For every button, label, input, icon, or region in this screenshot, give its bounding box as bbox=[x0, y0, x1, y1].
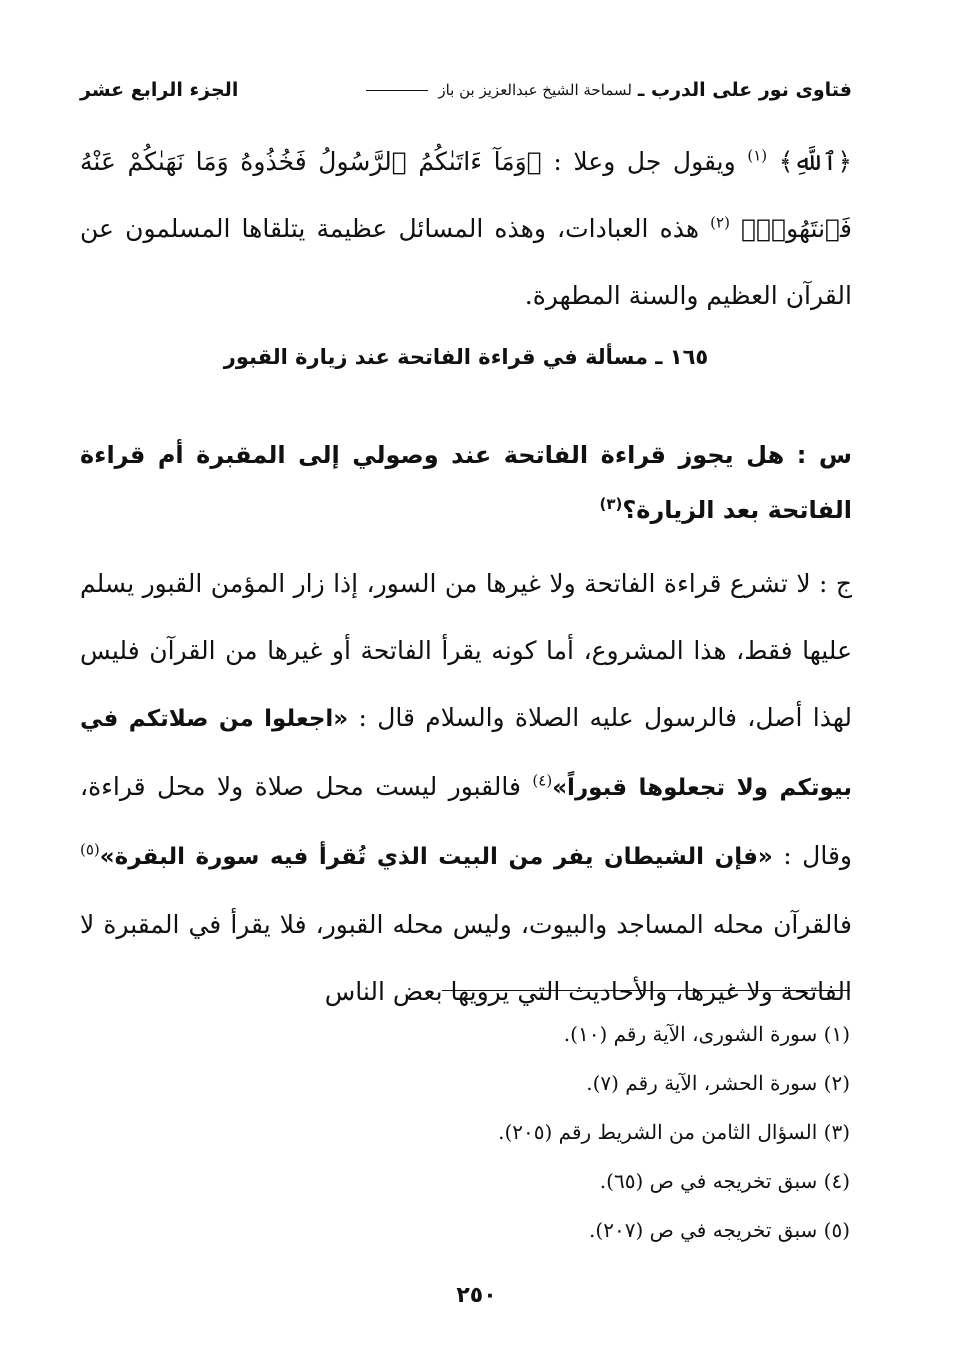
header-title-group bbox=[362, 79, 852, 101]
intro-paragraph bbox=[80, 128, 852, 329]
intro-text-2: هذه العبادات، وهذه المسائل عظيمة يتلقاها المسلمون عن القرآن العظيم والسنة المطهرة. bbox=[80, 214, 852, 310]
footnote-ref-1: (١) bbox=[747, 146, 768, 165]
footnote-ref-3: (٣) bbox=[599, 495, 623, 513]
hadith-quote-2: «فإن الشيطان يفر من البيت الذي تُقرأ فيه سورة البقرة» bbox=[99, 844, 773, 870]
section-title: ١٦٥ ـ مسألة في قراءة الفاتحة عند زيارة القبور bbox=[223, 345, 709, 369]
footnotes-list bbox=[80, 1010, 850, 1255]
volume-label: الجزء الرابع عشر bbox=[80, 79, 239, 101]
footnote-separator bbox=[442, 990, 850, 991]
answer-text-2: فالقبور ليست محل صلاة ولا محل قراءة، وقال : bbox=[80, 772, 852, 870]
footnote-ref-2: (٢) bbox=[710, 213, 730, 232]
intro-text-1: ويقول جل وعلا : bbox=[553, 147, 736, 176]
footnote-1: (١) سورة الشورى، الآية رقم (١٠). bbox=[563, 1022, 850, 1046]
footnote-ref-5: (٥) bbox=[80, 840, 100, 859]
hadith-quote-1: «اجعلوا من صلاتكم في بيوتكم ولا تجعلوها قبوراً» bbox=[80, 706, 852, 801]
footnote-5: (٥) سبق تخريجه في ص (٢٠٧). bbox=[589, 1218, 850, 1242]
book-title: فتاوى نور على الدرب ـ bbox=[637, 79, 852, 101]
page-number: ٢٥٠ bbox=[456, 1283, 497, 1308]
quran-verse: ﴿وَمَآ ءَاتَىٰكُمُ ٱلرَّسُولُ فَخُذُوهُ وَمَا نَهَىٰكُمْ عَنْهُ bbox=[80, 147, 542, 176]
answer-paragraph bbox=[80, 550, 852, 1025]
ayah-end: ﴿ٱللَّهِ﴾ bbox=[778, 147, 852, 176]
answer-text-3: فالقرآن محله المساجد والبيوت، وليس محله القبور، فلا يقرأ في المقبرة لا الفاتحة ولا غيرها، والأحاديث التي يرويها بعض الناس bbox=[80, 910, 852, 1006]
footnote-ref-4: (٤) bbox=[532, 771, 553, 790]
quran-verse-end: فَٱنتَهُوا۟﴾ bbox=[741, 214, 852, 243]
question-text: س : هل يجوز قراءة الفاتحة عند وصولي إلى المقبرة أم قراءة الفاتحة بعد الزيارة؟ bbox=[80, 441, 852, 524]
footnote-3: (٣) السؤال الثامن من الشريط رقم (٢٠٥). bbox=[498, 1120, 850, 1144]
header-rule bbox=[366, 90, 428, 91]
answer-text-1: ج : لا تشرع قراءة الفاتحة ولا غيرها من السور، إذا زار المؤمن القبور يسلم عليها فقط، هذا المشروع، أما كونه يقرأ الفاتحة أو غيرها من القرآن فليس لهذا أصل، فالرسول عليه الصلاة والسلام قال : bbox=[80, 569, 852, 732]
author-line: لسماحة الشيخ عبدالعزيز بن باز bbox=[438, 81, 632, 99]
footnote-4: (٤) سبق تخريجه في ص (٦٥). bbox=[599, 1169, 850, 1193]
running-header bbox=[80, 72, 852, 108]
question-paragraph bbox=[80, 428, 852, 538]
footnote-2: (٢) سورة الحشر، الآية رقم (٧). bbox=[586, 1071, 850, 1095]
